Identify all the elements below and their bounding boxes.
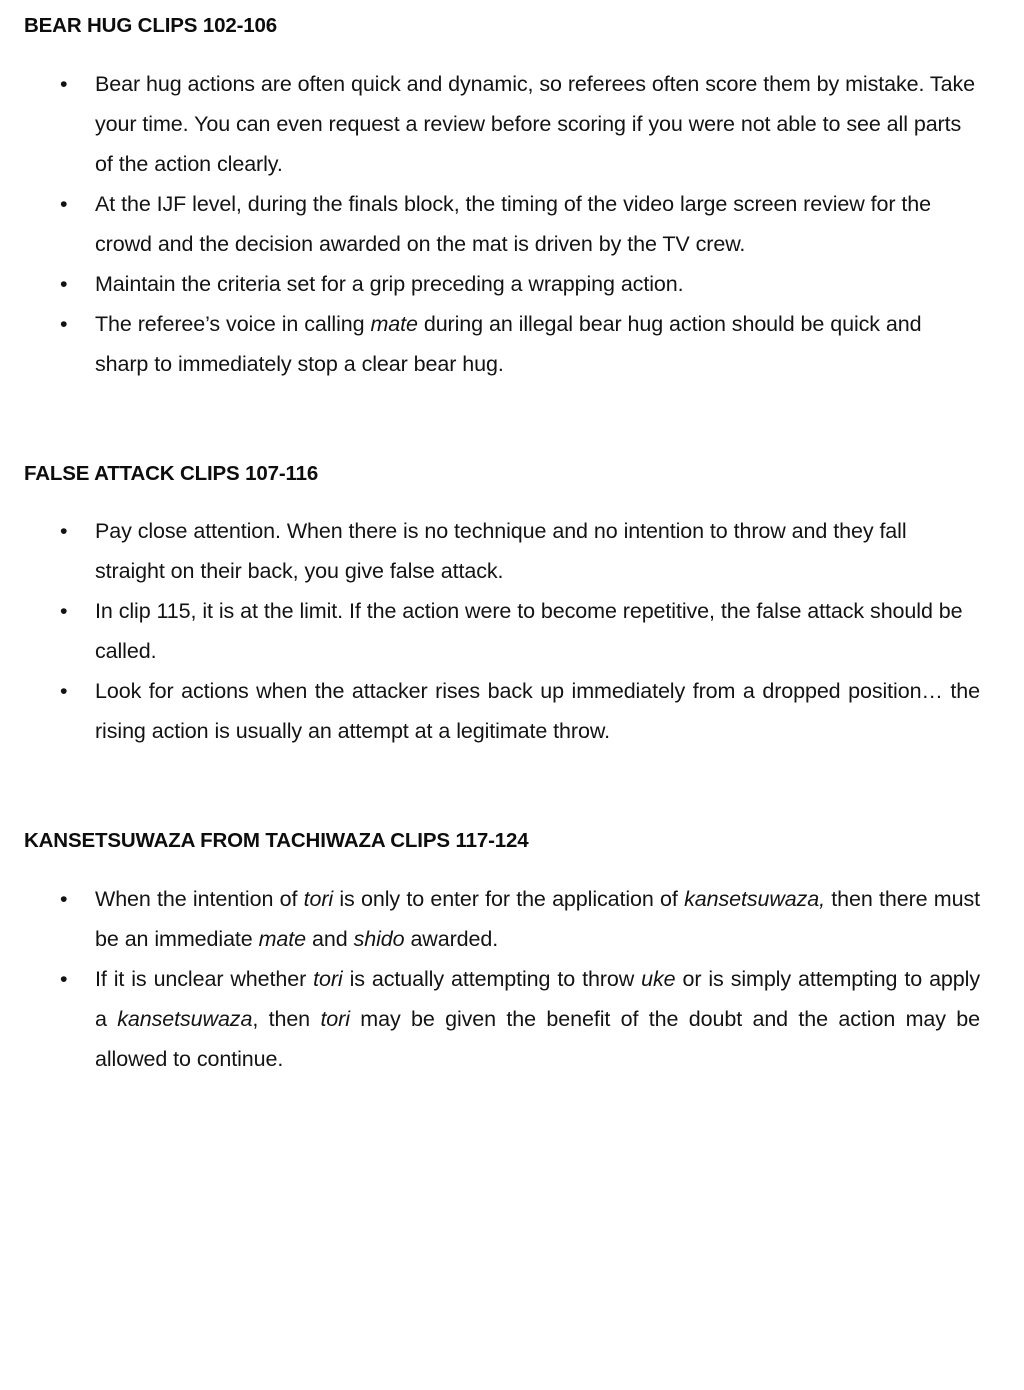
emphasis-term: tori (303, 886, 334, 911)
top-spacer (0, 0, 1024, 14)
bullet-text (95, 192, 931, 256)
bullet-text (95, 879, 980, 959)
bullet-text (95, 519, 907, 583)
bullet-text (95, 72, 975, 176)
text-run: Bear hug actions are often quick and dynamic, so referees often score them by mistake. Take your time. You can even request a review before scoring if you were not able to see all parts of the action clearly. (95, 71, 975, 176)
text-run: during an illegal bear hug action should be quick and sharp to immediately stop a clear bear hug. (95, 311, 922, 376)
text-run: Pay close attention. When there is no technique and no intention to throw and they fall straight on their back, you give false attack. (95, 519, 907, 584)
emphasis-term: tori (320, 1006, 350, 1031)
text-run: may be given the benefit of the doubt and the action may be allowed to continue. (95, 1006, 981, 1071)
bullet-list-bear-hug (0, 64, 1024, 384)
emphasis-term: mate (370, 311, 418, 336)
section-heading-false-attack: FALSE ATTACK CLIPS 107-116 (24, 461, 319, 485)
text-run: At the IJF level, during the finals block, the timing of the video large screen review for the crowd and the decision awarded on the mat is driven by the TV crew. (95, 191, 932, 256)
bullet-text (95, 959, 980, 1079)
bullet-item (0, 959, 1024, 1079)
text-run: When the intention of (95, 886, 304, 911)
bullet-text (95, 671, 980, 751)
section-bear-hug (0, 14, 1024, 384)
emphasis-term: mate (258, 926, 307, 951)
bullet-item (0, 264, 1024, 304)
bullet-item (0, 64, 1024, 184)
emphasis-term: shido (353, 926, 405, 951)
bullet-item (0, 184, 1024, 264)
text-run: then there must be an immediate (95, 886, 980, 951)
bullet-list-false-attack (0, 511, 1024, 751)
section-heading-kansetsuwaza: KANSETSUWAZA FROM TACHIWAZA CLIPS 117-124 (24, 829, 529, 853)
heading-list-gap (0, 853, 1024, 879)
heading-list-gap (0, 485, 1024, 511)
emphasis-term: kansetsuwaza, (684, 886, 825, 911)
text-run: is actually attempting to throw (342, 966, 642, 991)
bullet-text (95, 312, 921, 376)
text-run: In clip 115, it is at the limit. If the action were to become repetitive, the false attack should be called. (95, 599, 963, 664)
text-run: Maintain the criteria set for a grip preceding a wrapping action. (95, 271, 684, 296)
section-false-attack (0, 462, 1024, 752)
text-run: is only to enter for the application of (333, 886, 685, 911)
text-run: The referee’s voice in calling (95, 311, 371, 336)
bullet-text (95, 599, 963, 663)
emphasis-term: tori (313, 966, 343, 991)
bullet-item (0, 879, 1024, 959)
sections-container (0, 14, 1024, 1079)
text-run: and (306, 926, 354, 951)
bullet-item (0, 671, 1024, 751)
emphasis-term: uke (641, 966, 676, 991)
section-gap (0, 384, 1024, 462)
section-gap (0, 751, 1024, 829)
text-run: awarded. (404, 926, 499, 951)
bullet-item (0, 304, 1024, 384)
text-run: , then (252, 1006, 321, 1031)
text-run: If it is unclear whether (95, 966, 314, 991)
emphasis-term: kansetsuwaza (117, 1006, 253, 1031)
bullet-list-kansetsuwaza (0, 879, 1024, 1079)
bullet-item (0, 591, 1024, 671)
bullet-item (0, 511, 1024, 591)
section-heading-bear-hug: BEAR HUG CLIPS 102-106 (24, 14, 278, 37)
heading-list-gap (0, 38, 1024, 64)
bullet-text (95, 272, 683, 296)
section-kansetsuwaza (0, 829, 1024, 1079)
text-run: or is simply attempting to apply a (95, 966, 980, 1031)
text-run: Look for actions when the attacker rises back up immediately from a dropped position… the rising action is usually an attempt at a legitimate throw. (95, 679, 980, 744)
